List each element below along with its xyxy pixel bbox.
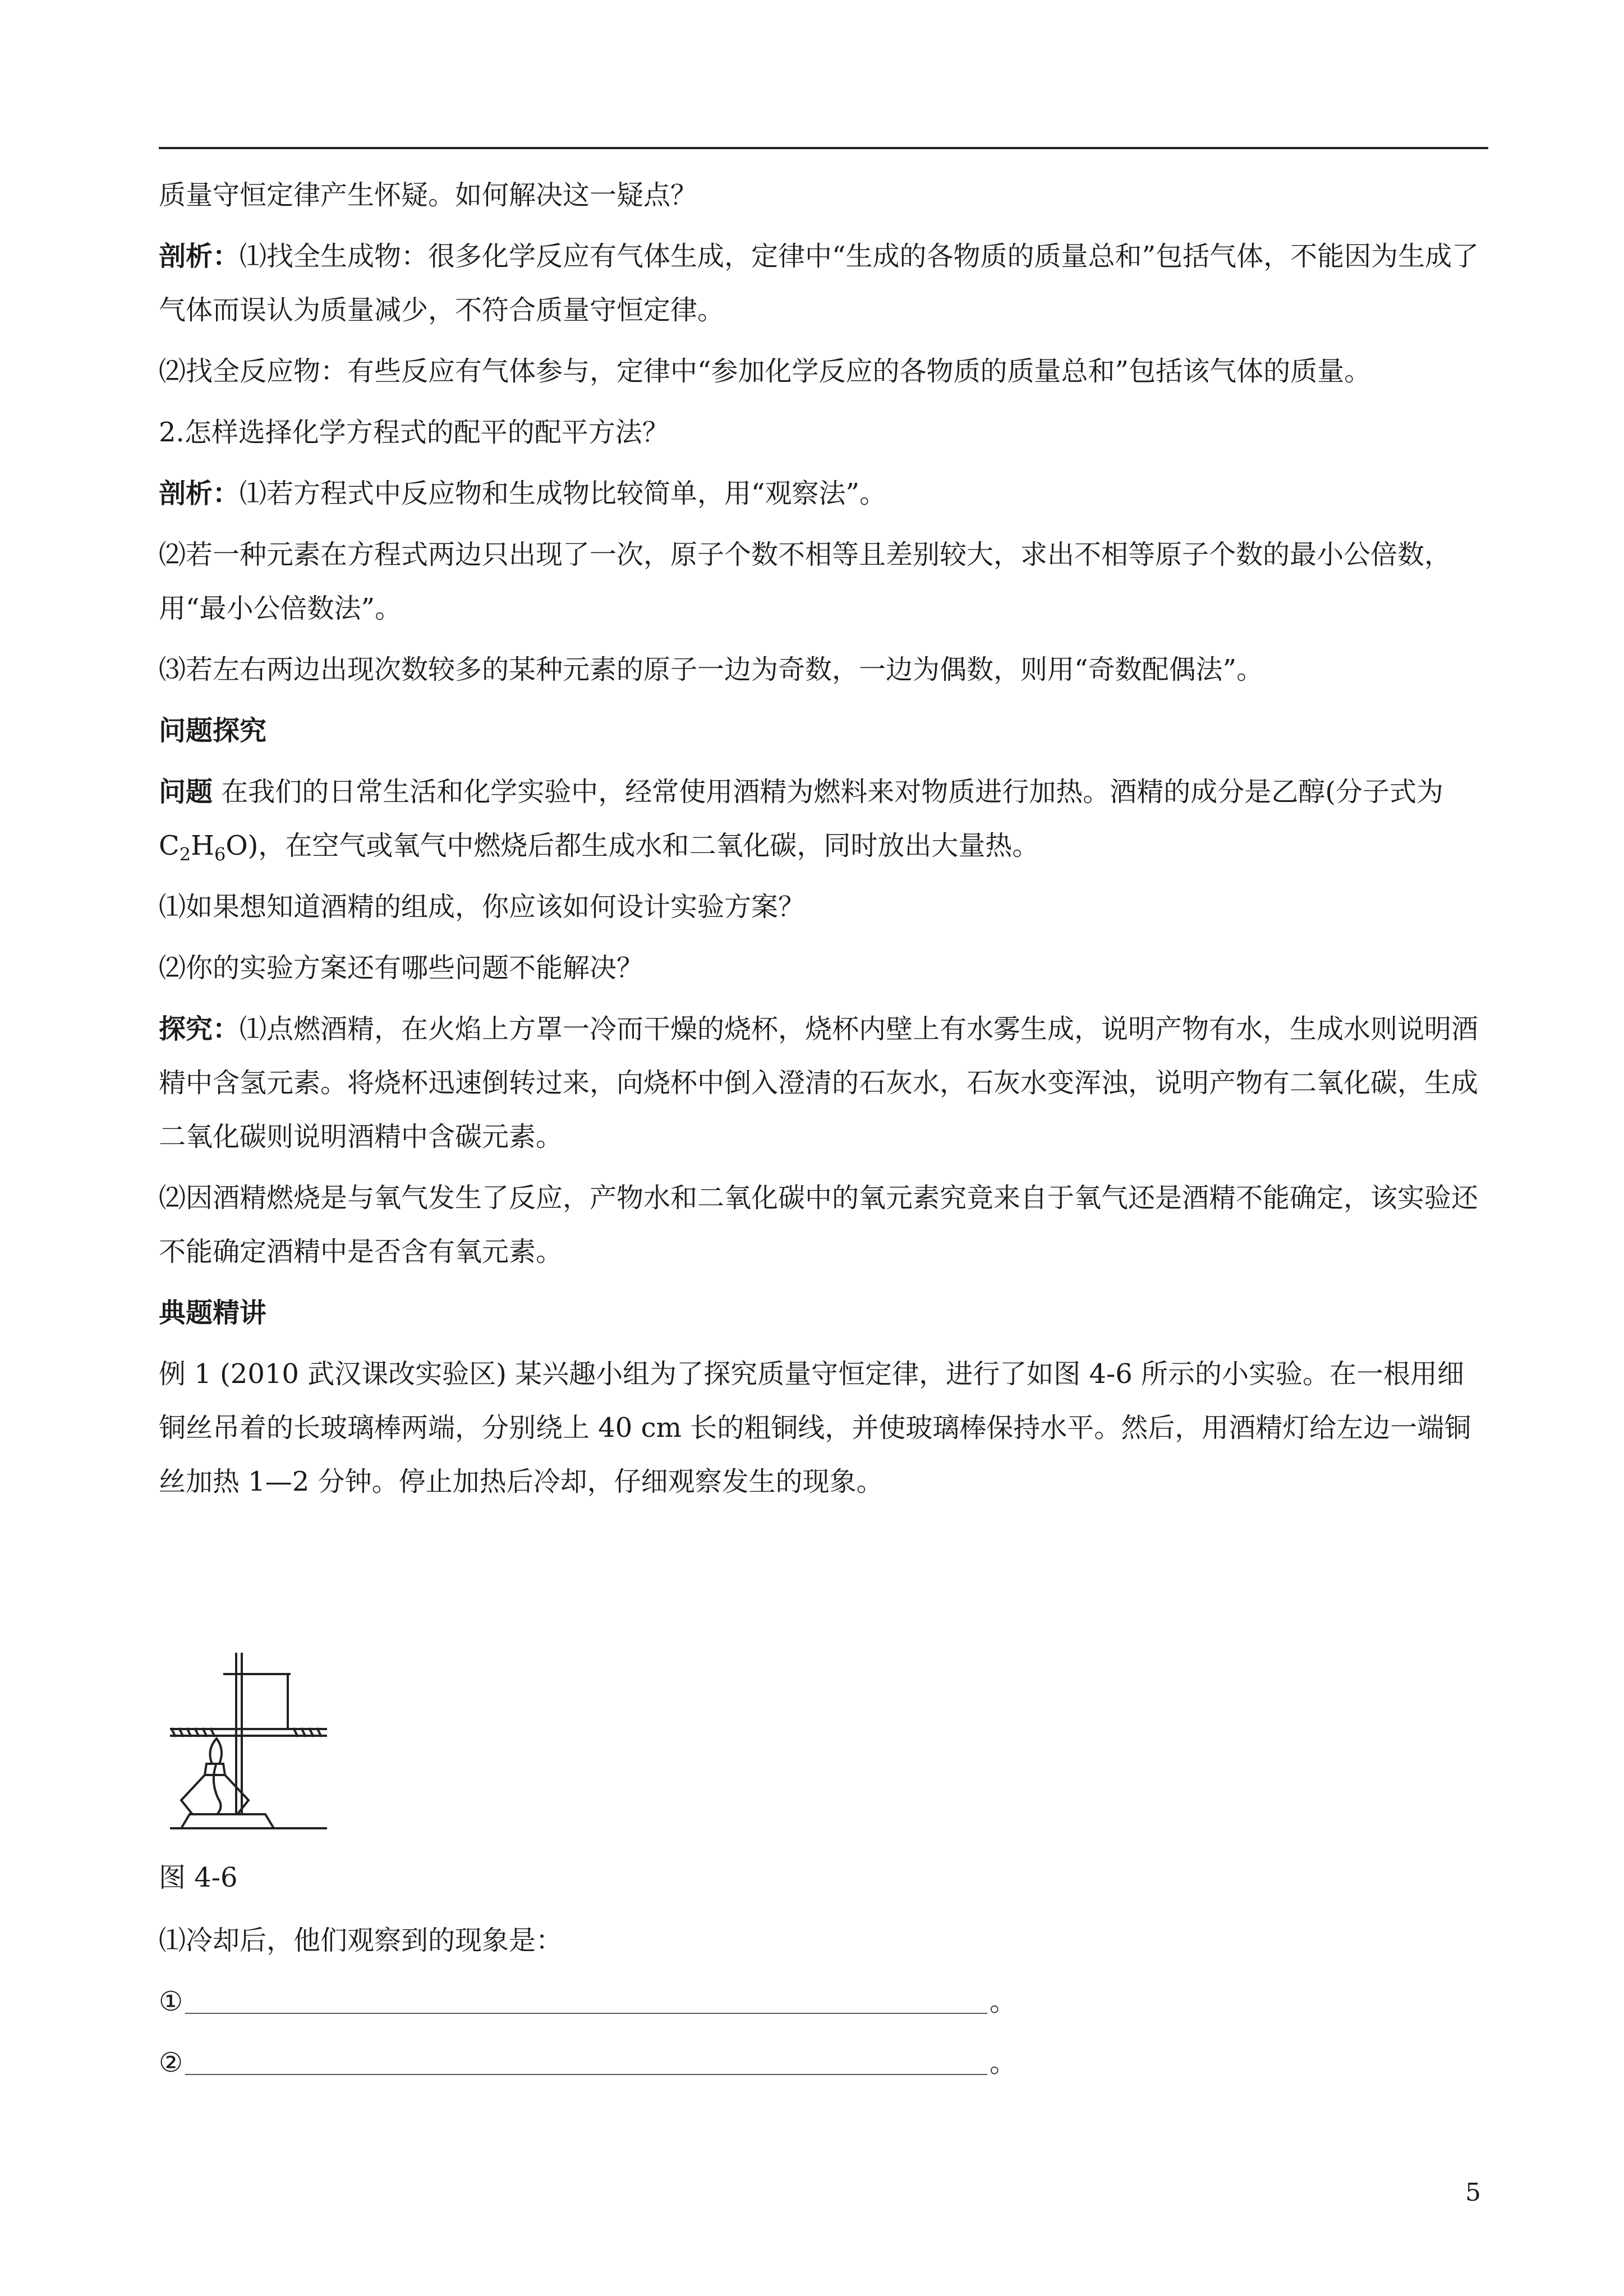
paragraph: ⑵若一种元素在方程式两边只出现了一次，原子个数不相等且差别较大，求出不相等原子个数的最小公倍数，用“最小公倍数法”。 [159, 539, 1452, 624]
paragraph: ⑴如果想知道酒精的组成，你应该如何设计实验方案？ [159, 891, 806, 923]
paragraph: ⑵找全反应物：有些反应有气体参与，定律中“参加化学反应的各物质的质量总和”包括该气体的质量。 [159, 356, 1372, 387]
lamp-wick [214, 1765, 221, 1814]
lamp-flame [210, 1739, 222, 1764]
question-label: 问题 [159, 776, 213, 808]
blank-line[interactable] [185, 2074, 987, 2075]
paragraph: 质量守恒定律产生怀疑。如何解决这一疑点？ [159, 179, 698, 211]
paragraph: ⑵你的实验方案还有哪些问题不能解决？ [159, 952, 644, 984]
paragraph: 探究：⑴点燃酒精，在火焰上方罩一冷而干燥的烧杯，烧杯内壁上有水雾生成，说明产物有水，生成水则说明酒精中含氢元素。将烧杯迅速倒转过来，向烧杯中倒入澄清的石灰水，石灰水变浑浊，说明产物有二氧化碳，生成二氧化碳则说明酒精中含碳元素。 [159, 1013, 1479, 1152]
main-content [159, 168, 1488, 1516]
analysis-label: 剖析： [159, 478, 240, 509]
section-heading-examples: 典题精讲 [159, 1297, 267, 1329]
stand-base-plate [181, 1814, 274, 1828]
paragraph: 剖析：⑴若方程式中反应物和生成物比较简单，用“观察法”。 [159, 478, 887, 509]
paragraph: 剖析：⑴找全生成物：很多化学反应有气体生成，定律中“生成的各物质的质量总和”包括气体，不能因为生成了气体而误认为质量减少，不符合质量守恒定律。 [159, 241, 1479, 326]
blank-line[interactable] [185, 2013, 987, 2014]
paragraph: ⑵因酒精燃烧是与氧气发生了反应，产物水和二氧化碳中的氧元素究竟来自于氧气还是酒精不能确定，该实验还不能确定酒精中是否含有氧元素。 [159, 1182, 1479, 1267]
answer-section [159, 1914, 1488, 2097]
answer-line: ② 。 [159, 2047, 1017, 2078]
exploration-label: 探究： [159, 1013, 240, 1045]
example-paragraph: 例 1 (2010 武汉课改实验区) 某兴趣小组为了探究质量守恒定律，进行了如图 4-6 所示的小实验。在一根用细铜丝吊着的长玻璃棒两端，分别绕上 40 cm 长的粗铜线，并使玻璃棒保持水平。然后，用酒精灯给左边一端铜丝加热 1—2 分钟。停止加热后冷却，仔细观察发生的现象。 [159, 1358, 1471, 1497]
section-heading-inquiry: 问题探究 [159, 715, 267, 746]
figure-caption: 图 4-6 [159, 1862, 238, 1893]
header-rule [159, 147, 1488, 149]
page-number: 5 [1465, 2178, 1481, 2207]
experiment-figure [159, 1646, 338, 1848]
paragraph: ⑶若左右两边出现次数较多的某种元素的原子一边为奇数，一边为偶数，则用“奇数配偶法”。 [159, 654, 1264, 685]
analysis-label: 剖析： [159, 241, 240, 272]
question-paragraph: 问题 在我们的日常生活和化学实验中，经常使用酒精为燃料来对物质进行加热。酒精的成分是乙醇(分子式为 $C_2H_6O$)，在空气或氧气中燃烧后都生成水和二氧化碳，同时放出大量热。 [159, 776, 1444, 865]
answer-prompt: ⑴冷却后，他们观察到的现象是： [159, 1925, 563, 1956]
alcohol-lamp [181, 1775, 249, 1814]
answer-line: ① 。 [159, 1986, 1017, 2017]
paragraph: 2.怎样选择化学方程式的配平的配平方法？ [159, 417, 669, 448]
